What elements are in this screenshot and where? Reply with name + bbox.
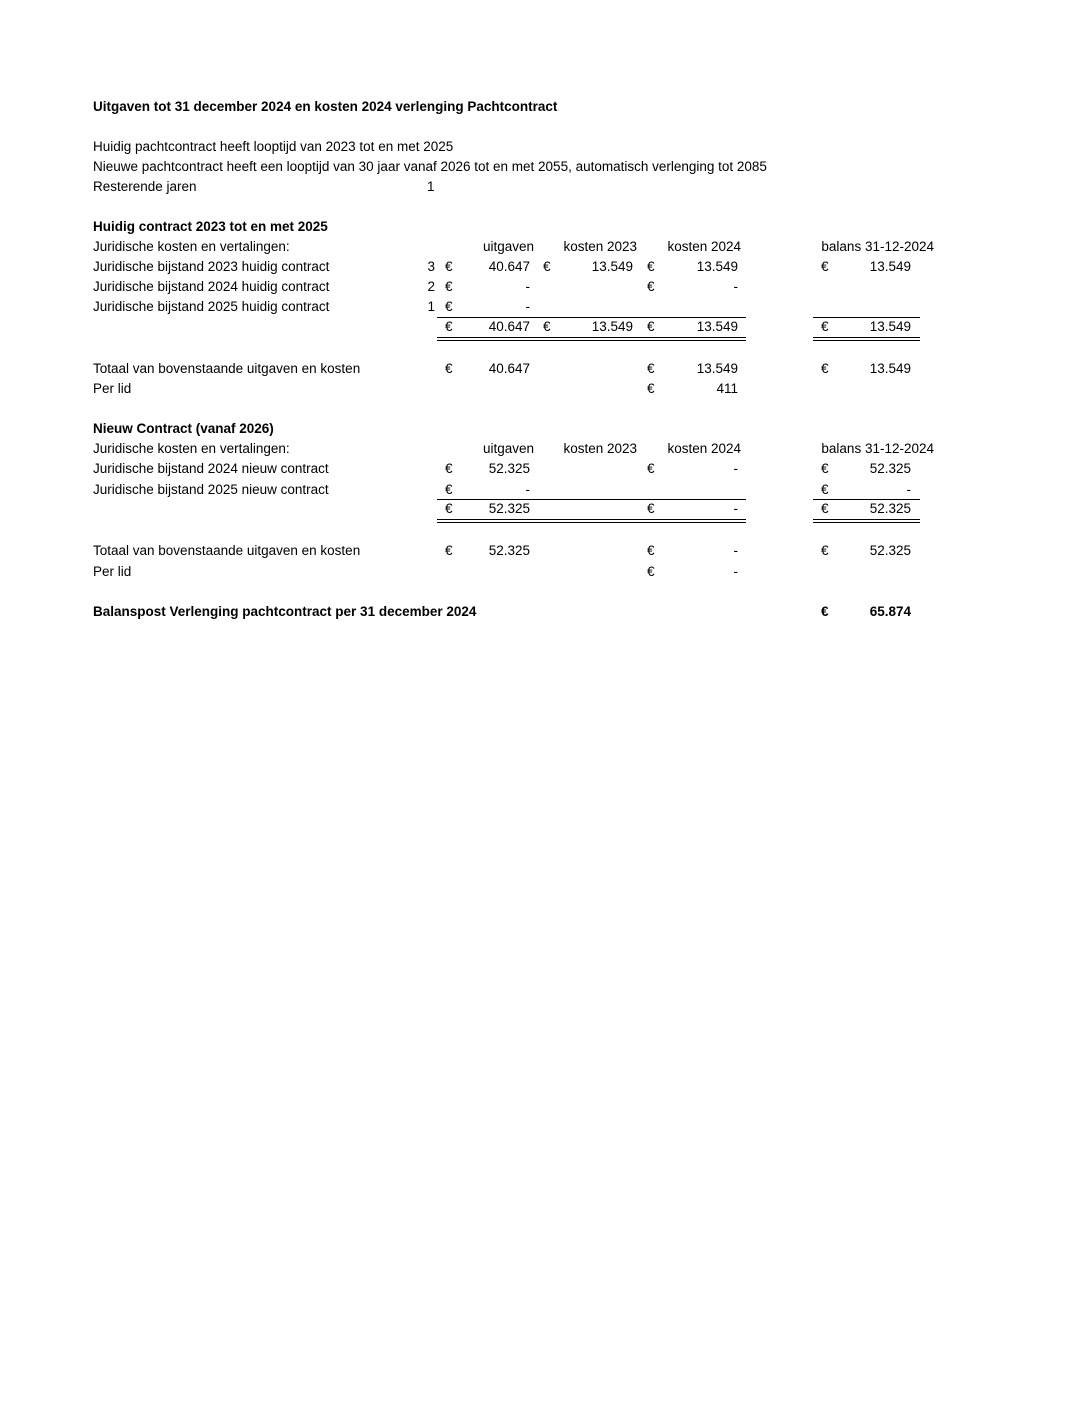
subtotal-double-rule-balans bbox=[813, 519, 920, 523]
row-label: Juridische bijstand 2025 huidig contract bbox=[93, 299, 330, 314]
euro-sign: € bbox=[647, 319, 655, 334]
per-lid-kosten-2024: 411 bbox=[716, 381, 738, 396]
euro-sign: € bbox=[821, 361, 829, 376]
euro-sign: € bbox=[445, 279, 453, 294]
euro-sign: € bbox=[647, 461, 655, 476]
col-header-kosten-2024: kosten 2024 bbox=[667, 239, 741, 254]
per-lid-label: Per lid bbox=[93, 564, 132, 579]
col-header-kosten-2023: kosten 2023 bbox=[563, 441, 637, 456]
balanspost-value: 65.874 bbox=[869, 604, 911, 619]
col-header-kosten-2024: kosten 2024 bbox=[667, 441, 741, 456]
uitgaven-value: - bbox=[525, 299, 530, 314]
row-count: 2 bbox=[427, 279, 435, 294]
current-subheading: Juridische kosten en vertalingen: bbox=[93, 239, 290, 254]
per-lid-row bbox=[0, 562, 1088, 582]
euro-sign: € bbox=[647, 501, 655, 516]
new-header-row bbox=[0, 439, 1088, 459]
subtotal-double-rule-balans bbox=[813, 337, 920, 341]
new-section-heading: Nieuw Contract (vanaf 2026) bbox=[93, 421, 274, 436]
current-header-row bbox=[0, 237, 1088, 257]
subtotal-kosten-2024: - bbox=[733, 501, 738, 516]
remaining-years-value: 1 bbox=[427, 179, 435, 194]
euro-sign: € bbox=[821, 501, 829, 516]
euro-sign: € bbox=[647, 381, 655, 396]
col-header-uitgaven: uitgaven bbox=[482, 441, 534, 456]
subtotal-double-rule bbox=[437, 337, 746, 341]
euro-sign: € bbox=[445, 501, 453, 516]
euro-sign: € bbox=[647, 564, 655, 579]
kosten-2024-value: - bbox=[733, 279, 738, 294]
kosten-2023-value: 13.549 bbox=[591, 259, 633, 274]
row-count: 1 bbox=[427, 299, 435, 314]
subtotal-row bbox=[0, 317, 1088, 337]
table-row bbox=[0, 480, 1088, 500]
euro-sign: € bbox=[445, 259, 453, 274]
euro-sign: € bbox=[647, 279, 655, 294]
euro-sign: € bbox=[543, 319, 551, 334]
title-row bbox=[0, 97, 1088, 117]
row-label: Juridische bijstand 2024 nieuw contract bbox=[93, 461, 329, 476]
subtotal-uitgaven: 52.325 bbox=[488, 501, 530, 516]
subtotal-kosten-2023: 13.549 bbox=[591, 319, 633, 334]
subtotal-kosten-2024: 13.549 bbox=[696, 319, 738, 334]
row-label: Juridische bijstand 2024 huidig contract bbox=[93, 279, 330, 294]
total-uitgaven: 52.325 bbox=[488, 543, 530, 558]
total-balans: 13.549 bbox=[869, 361, 911, 376]
per-lid-kosten-2024: - bbox=[733, 564, 738, 579]
table-row bbox=[0, 257, 1088, 277]
balanspost-label: Balanspost Verlenging pachtcontract per 31 december 2024 bbox=[93, 604, 477, 619]
euro-sign: € bbox=[543, 259, 551, 274]
subtotal-row bbox=[0, 499, 1088, 519]
total-balans: 52.325 bbox=[869, 543, 911, 558]
euro-sign: € bbox=[821, 259, 829, 274]
total-label: Totaal van bovenstaande uitgaven en kosten bbox=[93, 361, 361, 376]
balans-value: - bbox=[906, 482, 911, 497]
intro-current-contract: Huidig pachtcontract heeft looptijd van 2023 tot en met 2025 bbox=[93, 139, 454, 154]
remaining-years-label: Resterende jaren bbox=[93, 179, 197, 194]
intro-new-contract: Nieuwe pachtcontract heeft een looptijd van 30 jaar vanaf 2026 tot en met 2055, automatisch verlenging tot 2085 bbox=[93, 159, 767, 174]
kosten-2024-value: 13.549 bbox=[696, 259, 738, 274]
table-row bbox=[0, 277, 1088, 297]
euro-sign: € bbox=[647, 259, 655, 274]
euro-sign: € bbox=[821, 461, 829, 476]
current-section-heading: Huidig contract 2023 tot en met 2025 bbox=[93, 219, 328, 234]
subtotal-balans: 52.325 bbox=[869, 501, 911, 516]
total-row bbox=[0, 541, 1088, 561]
total-kosten-2024: - bbox=[733, 543, 738, 558]
col-header-uitgaven: uitgaven bbox=[482, 239, 534, 254]
balans-value: 52.325 bbox=[869, 461, 911, 476]
intro-row-2 bbox=[0, 157, 1088, 177]
subtotal-balans: 13.549 bbox=[869, 319, 911, 334]
table-row bbox=[0, 297, 1088, 317]
col-header-balans: balans 31-12-2024 bbox=[821, 239, 934, 254]
total-uitgaven: 40.647 bbox=[488, 361, 530, 376]
per-lid-label: Per lid bbox=[93, 381, 132, 396]
subtotal-double-rule bbox=[437, 519, 746, 523]
euro-sign: € bbox=[445, 361, 453, 376]
balans-value: 13.549 bbox=[869, 259, 911, 274]
row-label: Juridische bijstand 2025 nieuw contract bbox=[93, 482, 329, 497]
new-heading-row bbox=[0, 419, 1088, 439]
euro-sign: € bbox=[445, 461, 453, 476]
balanspost-row bbox=[0, 602, 1088, 622]
remaining-years-row bbox=[0, 177, 1088, 197]
current-heading-row bbox=[0, 217, 1088, 237]
euro-sign: € bbox=[821, 319, 829, 334]
new-subheading: Juridische kosten en vertalingen: bbox=[93, 441, 290, 456]
euro-sign: € bbox=[647, 361, 655, 376]
table-row bbox=[0, 459, 1088, 479]
intro-row-1 bbox=[0, 137, 1088, 157]
page-title: Uitgaven tot 31 december 2024 en kosten 2024 verlenging Pachtcontract bbox=[93, 99, 558, 114]
col-header-balans: balans 31-12-2024 bbox=[821, 441, 934, 456]
uitgaven-value: 40.647 bbox=[488, 259, 530, 274]
kosten-2024-value: - bbox=[733, 461, 738, 476]
col-header-kosten-2023: kosten 2023 bbox=[563, 239, 637, 254]
euro-sign: € bbox=[445, 482, 453, 497]
uitgaven-value: 52.325 bbox=[488, 461, 530, 476]
euro-sign: € bbox=[445, 543, 453, 558]
total-row bbox=[0, 359, 1088, 379]
euro-sign: € bbox=[821, 604, 829, 619]
row-count: 3 bbox=[427, 259, 435, 274]
per-lid-row bbox=[0, 379, 1088, 399]
subtotal-uitgaven: 40.647 bbox=[488, 319, 530, 334]
euro-sign: € bbox=[647, 543, 655, 558]
euro-sign: € bbox=[821, 543, 829, 558]
uitgaven-value: - bbox=[525, 279, 530, 294]
euro-sign: € bbox=[821, 482, 829, 497]
euro-sign: € bbox=[445, 319, 453, 334]
row-label: Juridische bijstand 2023 huidig contract bbox=[93, 259, 330, 274]
euro-sign: € bbox=[445, 299, 453, 314]
total-kosten-2024: 13.549 bbox=[696, 361, 738, 376]
total-label: Totaal van bovenstaande uitgaven en kosten bbox=[93, 543, 361, 558]
uitgaven-value: - bbox=[525, 482, 530, 497]
